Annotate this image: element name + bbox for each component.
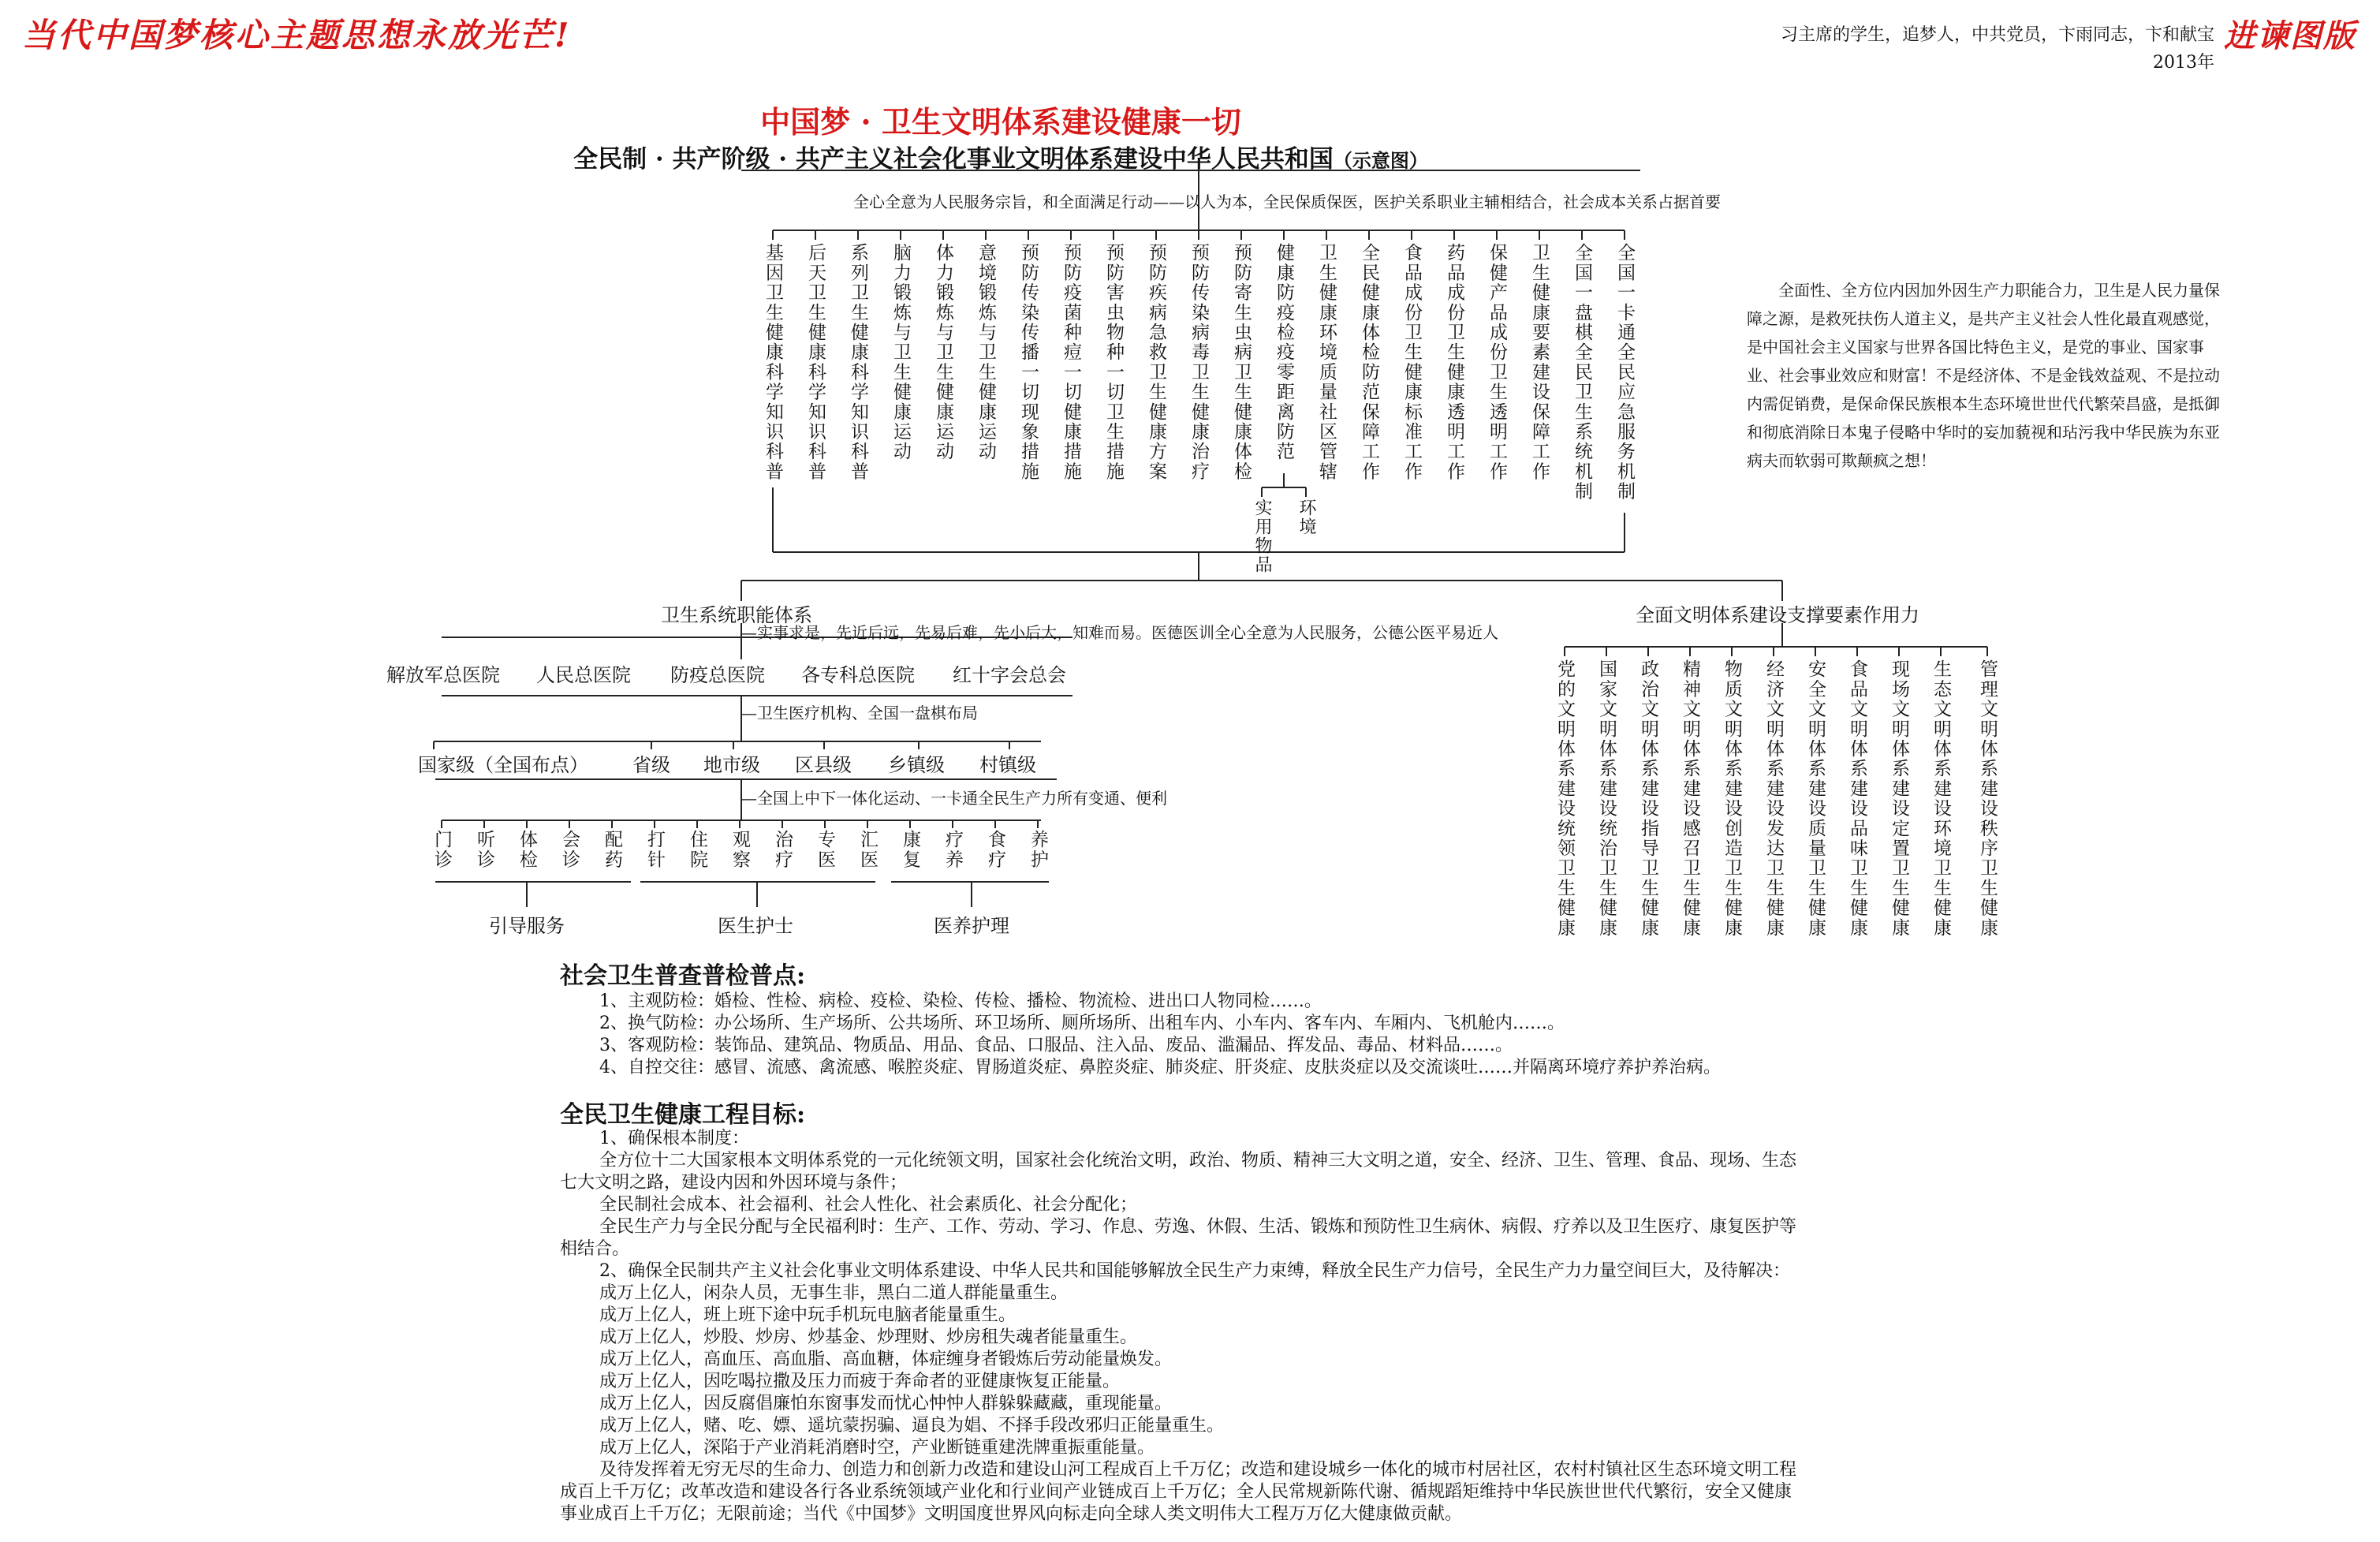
pillar-8: 预防疫菌种痘一切健康措施 bbox=[1061, 243, 1081, 482]
hospital-epidemic: 防疫总医院 bbox=[670, 664, 765, 686]
support-col-7: 安全文明体系建设质量卫生健康 bbox=[1805, 659, 1826, 938]
page-title: 中国梦 · 卫生文明体系建设健康一切 bbox=[760, 104, 1241, 140]
section2-line-2: 全方位十二大国家根本文明体系党的一元化统领文明，国家社会化统治文明，政治、物质、精神三大文明之道，安全、经济、卫生、管理、食品、现场、生态 bbox=[599, 1151, 1797, 1171]
fangfan-sub-goods: 实用物品 bbox=[1252, 498, 1272, 574]
group-doctors-nurses: 医生护士 bbox=[718, 915, 793, 937]
section2-line-7: 2、确保全民制共产主义社会化事业文明体系建设、中华人民共和国能够解放全民生产力束缚，释放全民生产力信号，全民生产力力量空间巨大，及待解决： bbox=[599, 1261, 1791, 1281]
pillar-12: 预防寄生虫病卫生健康体检 bbox=[1231, 243, 1252, 482]
header-author: 习主席的学生，追梦人，中共党员，卞雨同志，卞和献宝 bbox=[1780, 25, 2214, 45]
pillar-2: 后天卫生健康科学知识科普 bbox=[805, 243, 826, 482]
pillar-11: 预防传染病毒卫生健康治疗 bbox=[1188, 243, 1209, 482]
pillar-9: 预防害虫物种一切卫生措施 bbox=[1103, 243, 1124, 482]
support-col-6: 经济文明体系建设发达卫生健康 bbox=[1763, 659, 1784, 938]
pillar-10: 预防疾病急救卫生健康方案 bbox=[1146, 243, 1166, 482]
section1-item-1: 1、主观防检：婚检、性检、病检、疫检、染检、传检、播检、物流检、进出口人物同检……。 bbox=[599, 991, 1322, 1011]
service-10: 专医 bbox=[815, 830, 835, 870]
pillar-16: 食品成份卫生健康标准工作 bbox=[1401, 243, 1422, 482]
section2-line-3: 七大文明之路，建设内因和外因环境与条件； bbox=[560, 1173, 908, 1193]
service-15: 养护 bbox=[1028, 830, 1048, 870]
section2-line-17: 成百上千万亿；改革改造和建设各行各业系统领域产业化和行业间产业链成百上千万亿；全人民常规新陈代谢、循规蹈矩维持中华民族世世代代繁衍，安全又健康 bbox=[560, 1482, 1792, 1502]
hospital-specialty: 各专科总医院 bbox=[801, 664, 915, 686]
section2-line-16: 及待发挥着无穷无尽的生命力、创造力和创新力改造和建设山河工程成百上千万亿；改造和建设城乡一体化的城市村居社区，农村村镇社区生态环境文明工程 bbox=[599, 1460, 1797, 1480]
header-brand: 进谏图版 bbox=[2224, 17, 2356, 54]
service-9: 治疗 bbox=[772, 830, 793, 870]
header-year: 2013年 bbox=[2153, 53, 2214, 73]
service-8: 观察 bbox=[729, 830, 750, 870]
level-city: 地市级 bbox=[703, 754, 760, 776]
section2-line-18: 事业成百上千万亿；无限前途；当代《中国梦》文明国度世界风向标走向全球人类文明伟大工程万万亿大健康做贡献。 bbox=[560, 1504, 1463, 1524]
level-village: 村镇级 bbox=[979, 754, 1036, 776]
level-province: 省级 bbox=[632, 754, 670, 776]
section2-line-10: 成万上亿人，炒股、炒房、炒基金、炒理财、炒房租失魂者能量重生。 bbox=[599, 1327, 1138, 1347]
section2-line-9: 成万上亿人，班上班下途中玩手机玩电脑者能量重生。 bbox=[599, 1305, 1017, 1325]
fangfan-sub-environment: 环境 bbox=[1296, 498, 1316, 536]
pillar-13: 健康防疫检疫零距离防范 bbox=[1274, 243, 1294, 462]
section2-line-8: 成万上亿人，闲杂人员，无事生非，黑白二道人群能量重生。 bbox=[599, 1283, 1069, 1303]
pillar-19: 卫生健康要素建设保障工作 bbox=[1529, 243, 1550, 482]
pillar-14: 卫生健康环境质量社区管辖 bbox=[1316, 243, 1337, 482]
section2-line-1: 1、确保根本制度： bbox=[599, 1129, 749, 1148]
pillar-3: 系列卫生健康科学知识科普 bbox=[848, 243, 868, 482]
left-tree-title: 卫生系统职能体系 bbox=[661, 604, 812, 626]
section1-item-4: 4、自控交往：感冒、流感、禽流感、喉腔炎症、胃肠道炎症、鼻腔炎症、肺炎症、肝炎症、皮肤炎症以及交流谈吐……并隔离环境疗养护养治病。 bbox=[599, 1058, 1722, 1077]
header-slogan: 当代中国梦核心主题思想永放光芒! bbox=[22, 16, 572, 54]
pillar-15: 全民健康体检防范保障工作 bbox=[1359, 243, 1379, 482]
subtitle-text: 全民制 · 共产阶级 · 共产主义社会化事业文明体系建设中华人民共和国 bbox=[573, 145, 1334, 174]
left-tree-note-2: —卫生医疗机构、全国一盘棋布局 bbox=[741, 704, 978, 722]
level-county: 区县级 bbox=[795, 754, 852, 776]
section2-line-11: 成万上亿人，高血压、高血脂、高血糖，体症缠身者锻炼后劳动能量焕发。 bbox=[599, 1350, 1173, 1369]
service-1: 门诊 bbox=[431, 830, 452, 870]
support-col-3: 政治文明体系建设指导卫生健康 bbox=[1638, 659, 1658, 938]
left-tree-note-3: —全国上中下一体化运动、一卡通全民生产力所有变通、便利 bbox=[741, 789, 1167, 808]
section2-line-4: 全民制社会成本、社会福利、社会人性化、社会素质化、社会分配化； bbox=[599, 1195, 1138, 1215]
section2-line-15: 成万上亿人，深陷于产业消耗消磨时空，产业断链重建洗牌重振重能量。 bbox=[599, 1438, 1155, 1458]
support-col-4: 精神文明体系建设感召卫生健康 bbox=[1680, 659, 1700, 938]
service-11: 汇医 bbox=[857, 830, 878, 870]
pillar-20: 全国一盘棋全民卫生系统机制 bbox=[1572, 243, 1592, 502]
group-care: 医养护理 bbox=[934, 915, 1009, 937]
service-5: 配药 bbox=[602, 830, 622, 870]
support-col-8: 食品文明体系建设品味卫生健康 bbox=[1847, 659, 1867, 938]
top-branch-note: 全心全意为人民服务宗旨，和全面满足行动——以人为本，全民保质保医，医护关系职业主辅相结合，社会成本关系占据首要 bbox=[853, 192, 1721, 211]
pillar-18: 保健产品成份卫生透明工作 bbox=[1487, 243, 1507, 482]
service-2: 听诊 bbox=[474, 830, 494, 870]
support-col-5: 物质文明体系建设创造卫生健康 bbox=[1722, 659, 1742, 938]
section1-item-2: 2、换气防检：办公场所、生产场所、公共场所、环卫场所、厕所场所、出租车内、小车内、客车内、车厢内、飞机舱内……。 bbox=[599, 1014, 1565, 1033]
support-col-9: 现场文明体系建设定置卫生健康 bbox=[1889, 659, 1909, 938]
section2-line-5: 全民生产力与全民分配与全民福利时：生产、工作、劳动、学习、作息、劳逸、休假、生活、锻炼和预防性卫生病休、病假、疗养以及卫生医疗、康复医护等 bbox=[599, 1217, 1797, 1237]
level-national: 国家级（全国布点） bbox=[418, 754, 588, 776]
pillar-6: 意境锻炼与卫生健康运动 bbox=[976, 243, 996, 462]
level-township: 乡镇级 bbox=[888, 754, 945, 776]
hospital-pla: 解放军总医院 bbox=[386, 664, 500, 686]
pillar-1: 基因卫生健康科学知识科普 bbox=[763, 243, 783, 482]
section2-line-6: 相结合。 bbox=[560, 1239, 630, 1259]
subtitle-note: （示意图） bbox=[1333, 149, 1428, 172]
section1-item-3: 3、客观防检：装饰品、建筑品、物质品、用品、食品、口服品、注入品、废品、滥漏品、挥发品、毒品、材料品……。 bbox=[599, 1036, 1513, 1055]
section2-line-12: 成万上亿人，因吃喝拉撒及压力而疲于奔命者的亚健康恢复正能量。 bbox=[599, 1372, 1121, 1391]
service-12: 康复 bbox=[900, 830, 920, 870]
pillar-4: 脑力锻炼与卫生健康运动 bbox=[890, 243, 911, 462]
service-3: 体检 bbox=[517, 830, 537, 870]
service-7: 住院 bbox=[687, 830, 707, 870]
hospital-red-cross: 红十字会总会 bbox=[953, 664, 1066, 686]
right-tree-title: 全面文明体系建设支撑要素作用力 bbox=[1636, 604, 1919, 626]
side-note: 全面性、全方位内因加外因生产力职能合力，卫生是人民力量保障之源，是救死扶伤人道主义，是共产主义社会人性化最直观感觉，是中国社会主义国家与世界各国比特色主义，是党的事业、国家事业、社会事业效应和财富！不是经济体、不是金钱效益观、不是拉动内需促销费，是保命保民族根本生态环境世世代代繁荣昌盛，是抵御和彻底消除日本鬼子侵略中华时的妄加藐视和玷污我中华民族为东亚病夫而软弱可欺颠疯之想！ bbox=[1747, 281, 2220, 470]
support-col-2: 国家文明体系建设统治卫生健康 bbox=[1596, 659, 1617, 938]
section2-title: 全民卫生健康工程目标: bbox=[560, 1101, 806, 1129]
service-4: 会诊 bbox=[559, 830, 580, 870]
section2-line-13: 成万上亿人，因反腐倡廉怕东窗事发而忧心忡忡人群躲躲藏藏，重现能量。 bbox=[599, 1394, 1173, 1413]
support-col-10: 生态文明体系建设环境卫生健康 bbox=[1930, 659, 1951, 938]
hospital-people: 人民总医院 bbox=[536, 664, 631, 686]
pillar-17: 药品成份卫生健康透明工作 bbox=[1444, 243, 1464, 482]
group-guidance: 引导服务 bbox=[489, 915, 565, 937]
section2-line-14: 成万上亿人，赌、吃、嫖、遥坑蒙拐骗、逼良为娼、不择手段改邪归正能量重生。 bbox=[599, 1416, 1225, 1436]
service-14: 食疗 bbox=[985, 830, 1005, 870]
pillar-7: 预防传染传播一切现象措施 bbox=[1018, 243, 1039, 482]
service-13: 疗养 bbox=[942, 830, 963, 870]
pillar-21: 全国一卡通全民应急服务机制 bbox=[1614, 243, 1635, 502]
support-col-11: 管理文明体系建设秩序卫生健康 bbox=[1977, 659, 1998, 938]
support-col-1: 党的文明体系建设统领卫生健康 bbox=[1554, 659, 1575, 938]
pillar-5: 体力锻炼与卫生健康运动 bbox=[933, 243, 953, 462]
section1-title: 社会卫生普查普检普点: bbox=[560, 962, 806, 990]
service-6: 打针 bbox=[644, 830, 665, 870]
left-tree-note-1: —实事求是，先近后远，先易后难，先小后大，知难而易。医德医训全心全意为人民服务，公德公医平易近人 bbox=[741, 623, 1498, 642]
